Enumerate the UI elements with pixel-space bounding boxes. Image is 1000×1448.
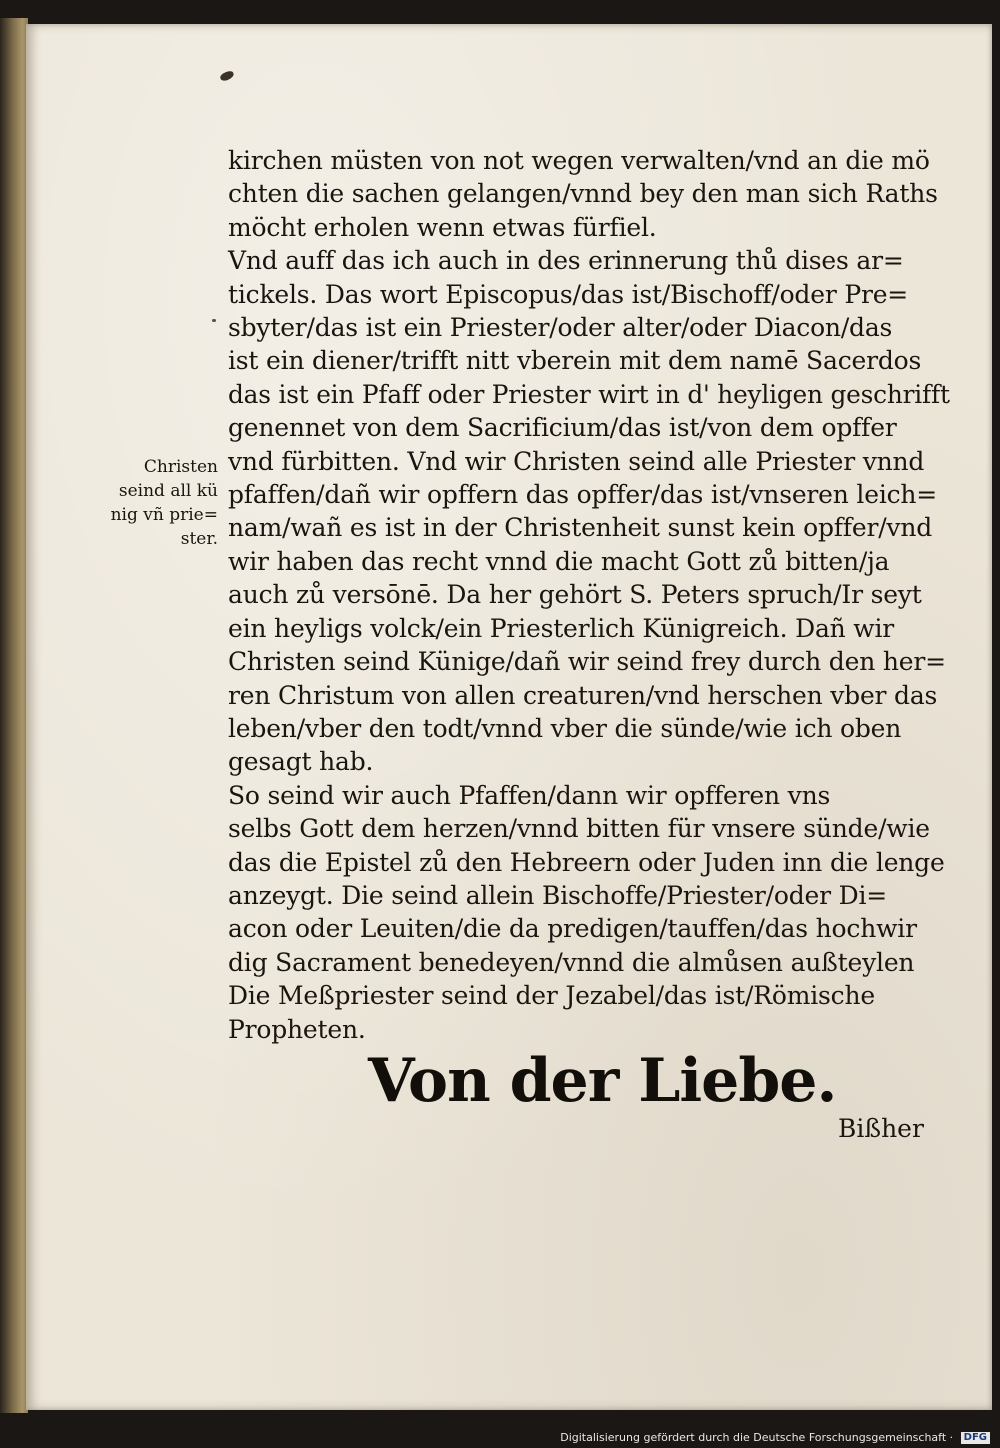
ink-dot: [212, 319, 216, 322]
text-line: selbs Gott dem herzen/vnnd bitten für vnsere sünde/wie: [228, 814, 930, 844]
text-line: chten die sachen gelangen/vnnd bey den man sich Raths: [228, 179, 938, 209]
catchword: Bißher: [838, 1114, 924, 1143]
text-line: das ist ein Pfaff oder Priester wirt in d' heyligen geschrifft: [228, 379, 950, 409]
text-line: möcht erholen wenn etwas fürfiel.: [228, 212, 657, 242]
text-line: kirchen müsten von not wegen verwalten/vnd an die mö: [228, 146, 930, 175]
text-line: Vnd auff das ich auch in des erinnerung thů dises ar=: [228, 246, 904, 276]
text-line: nam/wañ es ist in der Christenheit sunst kein opffer/vnd: [228, 513, 933, 543]
text-line: wir haben das recht vnnd die macht Gott zů bitten/ja: [228, 546, 890, 576]
text-line: gesagt hab.: [228, 747, 374, 777]
text-line: Christen seind Künige/dañ wir seind frey durch den her=: [228, 647, 946, 677]
text-line: acon oder Leuiten/die da predigen/tauffen/das hochwir: [228, 914, 917, 944]
dfg-logo-icon: DFG: [961, 1432, 990, 1444]
margin-note: [96, 455, 218, 551]
text-line: das die Epistel zů den Hebreern oder Juden inn die lenge: [228, 847, 945, 877]
text-line: sbyter/das ist ein Priester/oder alter/oder Diacon/das: [228, 313, 893, 343]
margin-note-line: seind all kü: [118, 481, 218, 501]
text-line: leben/vber den todt/vnnd vber die sünde/wie ich oben: [228, 713, 902, 743]
book-binding-edge: [0, 18, 28, 1413]
text-line: pfaffen/dañ wir opffern das opffer/das ist/vnseren leich=: [228, 480, 938, 510]
text-line: Die Meßpriester seind der Jezabel/das ist/Römische: [228, 981, 875, 1011]
text-line: So seind wir auch Pfaffen/dann wir opfferen vns: [228, 780, 831, 810]
text-line: vnd fürbitten. Vnd wir Christen seind alle Priester vnnd: [228, 446, 925, 476]
margin-note-line: nig vñ prie=: [110, 505, 218, 525]
text-line: tickels. Das wort Episcopus/das ist/Bischoff/oder Pre=: [228, 279, 909, 309]
footer-credit-text: Digitalisierung gefördert durch die Deutsche Forschungsgemeinschaft ·: [560, 1431, 954, 1444]
text-line: ein heyligs volck/ein Priesterlich Künigreich. Dañ wir: [228, 613, 895, 643]
text-line: ist ein diener/trifft nitt vberein mit dem namē Sacerdos: [228, 346, 922, 376]
body-text-block: [228, 144, 948, 1046]
text-line: genennet von dem Sacrificium/das ist/von dem opffer: [228, 413, 897, 443]
margin-note-line: ster.: [180, 529, 218, 549]
section-heading: Von der Liebe.: [368, 1046, 837, 1116]
text-line: anzeygt. Die seind allein Bischoffe/Priester/oder Di=: [228, 880, 888, 910]
text-line: Propheten.: [228, 1014, 366, 1044]
footer-credit: [0, 1428, 990, 1448]
text-line: auch zů versōnē. Da her gehört S. Peters spruch/Ir seyt: [228, 580, 922, 610]
text-line: dig Sacrament benedeyen/vnnd die almůsen außteylen: [228, 947, 915, 977]
text-line: ren Christum von allen creaturen/vnd herschen vber das: [228, 680, 938, 710]
ink-speck: [219, 70, 235, 82]
margin-note-line: Christen: [143, 457, 218, 477]
